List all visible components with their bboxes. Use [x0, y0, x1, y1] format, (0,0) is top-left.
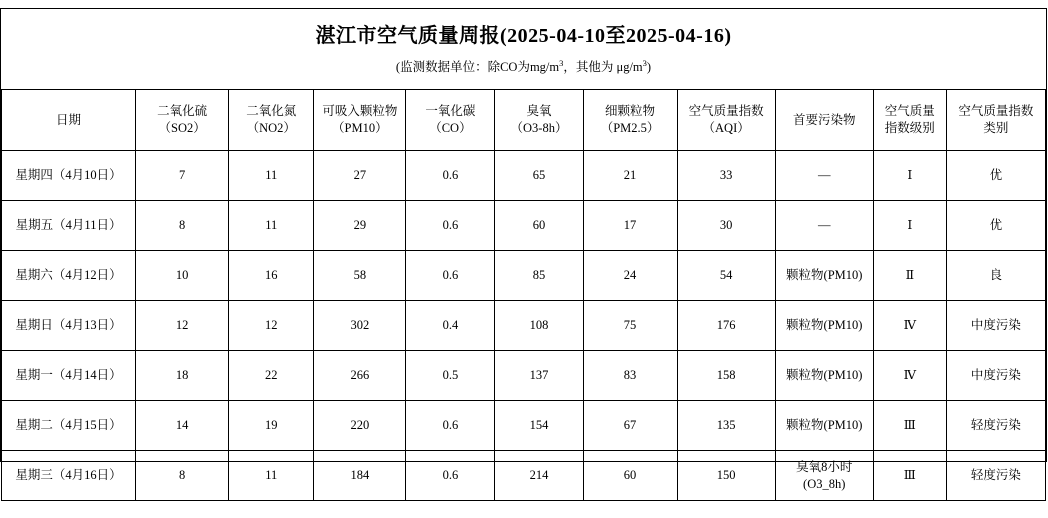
- column-header-co-line2: （CO）: [429, 121, 472, 135]
- cell-o3: 214: [495, 451, 583, 501]
- column-header-so2-line2: （SO2）: [158, 121, 206, 135]
- cell-date: 星期日（4月13日）: [2, 301, 136, 351]
- cell-no2: 22: [229, 351, 314, 401]
- cell-co: 0.6: [406, 401, 495, 451]
- table-row: [2, 401, 1046, 451]
- cell-no2: 11: [229, 201, 314, 251]
- cell-primary-pollutant: [775, 451, 873, 501]
- cell-date: 星期三（4月16日）: [2, 451, 136, 501]
- cell-no2: 12: [229, 301, 314, 351]
- cell-pm10: 302: [314, 301, 406, 351]
- cell-pm25: 60: [583, 451, 677, 501]
- column-header-no2: [229, 90, 314, 151]
- column-header-o3-line1: 臭氧: [526, 104, 552, 119]
- cell-primary-pollutant-line1: 颗粒物(PM10): [786, 418, 863, 433]
- column-header-no2-line1: 二氧化氮: [246, 104, 297, 119]
- cell-co: 0.6: [406, 201, 495, 251]
- column-header-pm10-line1: 可吸入颗粒物: [322, 104, 398, 119]
- cell-primary-pollutant-line1: 颗粒物(PM10): [786, 318, 863, 333]
- column-header-pm25-line1: 细颗粒物: [605, 104, 656, 119]
- column-header-aqi-level-line1: 空气质量: [884, 104, 935, 119]
- cell-aqi-level: Ⅳ: [873, 351, 946, 401]
- cell-pm25: 21: [583, 151, 677, 201]
- column-header-primary-pollutant: [775, 90, 873, 151]
- table-header-row: [2, 90, 1046, 151]
- cell-pm10: 266: [314, 351, 406, 401]
- cell-so2: 8: [136, 451, 229, 501]
- column-header-aqi-category-line1: 空气质量指数: [958, 104, 1034, 119]
- units-note-part1: (监测数据单位：除CO为mg/m: [395, 60, 560, 75]
- cell-primary-pollutant-line1: 颗粒物(PM10): [786, 268, 863, 283]
- column-header-co: [406, 90, 495, 151]
- table-row: [2, 151, 1046, 201]
- cell-aqi-level: Ⅰ: [873, 201, 946, 251]
- cell-primary-pollutant-line1: —: [817, 218, 831, 233]
- air-quality-table: [1, 89, 1046, 501]
- column-header-pm25: [583, 90, 677, 151]
- column-header-date-line1: 日期: [56, 112, 82, 127]
- column-header-aqi-level: [873, 90, 946, 151]
- cell-primary-pollutant-line2: (O3_8h): [803, 476, 846, 491]
- cell-date: 星期四（4月10日）: [2, 151, 136, 201]
- column-header-so2: [136, 90, 229, 151]
- cell-pm25: 67: [583, 401, 677, 451]
- cell-date: 星期六（4月12日）: [2, 251, 136, 301]
- cell-pm25: 83: [583, 351, 677, 401]
- cell-o3: 154: [495, 401, 583, 451]
- cell-aqi-level: Ⅱ: [873, 251, 946, 301]
- cell-pm10: 29: [314, 201, 406, 251]
- cell-o3: 65: [495, 151, 583, 201]
- cell-o3: 108: [495, 301, 583, 351]
- column-header-aqi: [677, 90, 775, 151]
- cell-aqi: 135: [677, 401, 775, 451]
- cell-primary-pollutant: [775, 401, 873, 451]
- column-header-co-line1: 一氧化碳: [425, 104, 476, 119]
- cell-pm10: 58: [314, 251, 406, 301]
- title-block: [1, 9, 1046, 89]
- column-header-pm25-line2: （PM2.5）: [600, 121, 660, 135]
- units-note-part3: ): [646, 60, 652, 75]
- cell-pm10: 184: [314, 451, 406, 501]
- cell-o3: 137: [495, 351, 583, 401]
- units-note-part2: ，其他为 μg/m: [563, 60, 643, 75]
- cell-co: 0.6: [406, 151, 495, 201]
- page-title: 湛江市空气质量周报(2025-04-10至2025-04-16): [315, 24, 732, 47]
- cell-date: 星期一（4月14日）: [2, 351, 136, 401]
- column-header-primary-pollutant-line1: 首要污染物: [792, 112, 856, 127]
- cell-primary-pollutant-line1: —: [817, 168, 831, 183]
- column-header-no2-line2: （NO2）: [246, 121, 296, 135]
- cell-no2: 16: [229, 251, 314, 301]
- cell-pm10: 220: [314, 401, 406, 451]
- table-row: [2, 201, 1046, 251]
- table-row: [2, 351, 1046, 401]
- cell-primary-pollutant: [775, 201, 873, 251]
- cell-so2: 12: [136, 301, 229, 351]
- cell-co: 0.4: [406, 301, 495, 351]
- column-header-date: [2, 90, 136, 151]
- cell-aqi-category: 优: [946, 201, 1045, 251]
- cell-so2: 10: [136, 251, 229, 301]
- cell-aqi-level: Ⅳ: [873, 301, 946, 351]
- cell-o3: 85: [495, 251, 583, 301]
- units-note-sup2: 3: [642, 57, 647, 68]
- cell-primary-pollutant-line1: 臭氧8小时: [796, 459, 853, 474]
- cell-pm25: 75: [583, 301, 677, 351]
- cell-primary-pollutant: [775, 301, 873, 351]
- column-header-aqi-category-line2: 类别: [983, 121, 1009, 135]
- column-header-so2-line1: 二氧化硫: [157, 104, 208, 119]
- column-header-aqi-line1: 空气质量指数: [688, 104, 764, 119]
- cell-co: 0.6: [406, 251, 495, 301]
- cell-aqi-level: Ⅲ: [873, 401, 946, 451]
- cell-pm10: 27: [314, 151, 406, 201]
- cell-so2: 14: [136, 401, 229, 451]
- cell-aqi-category: 轻度污染: [946, 401, 1045, 451]
- table-row: [2, 251, 1046, 301]
- cell-no2: 11: [229, 451, 314, 501]
- cell-aqi: 158: [677, 351, 775, 401]
- column-header-o3-line2: （O3-8h）: [510, 121, 568, 135]
- cell-aqi: 150: [677, 451, 775, 501]
- cell-aqi-level: Ⅰ: [873, 151, 946, 201]
- cell-aqi-category: 轻度污染: [946, 451, 1045, 501]
- cell-pm25: 24: [583, 251, 677, 301]
- table-row: [2, 301, 1046, 351]
- cell-o3: 60: [495, 201, 583, 251]
- cell-aqi-category: 中度污染: [946, 351, 1045, 401]
- cell-aqi: 176: [677, 301, 775, 351]
- column-header-aqi-line2: （AQI）: [702, 121, 750, 135]
- column-header-aqi-category: [946, 90, 1045, 151]
- units-note: [396, 58, 651, 75]
- cell-so2: 8: [136, 201, 229, 251]
- column-header-o3: [495, 90, 583, 151]
- cell-pm25: 17: [583, 201, 677, 251]
- cell-aqi-category: 优: [946, 151, 1045, 201]
- cell-so2: 7: [136, 151, 229, 201]
- cell-primary-pollutant: [775, 151, 873, 201]
- cell-date: 星期五（4月11日）: [2, 201, 136, 251]
- table-row: [2, 451, 1046, 501]
- cell-primary-pollutant: [775, 251, 873, 301]
- cell-aqi-category: 中度污染: [946, 301, 1045, 351]
- cell-co: 0.5: [406, 351, 495, 401]
- cell-primary-pollutant-line1: 颗粒物(PM10): [786, 368, 863, 383]
- cell-aqi: 54: [677, 251, 775, 301]
- cell-aqi-category: 良: [946, 251, 1045, 301]
- cell-co: 0.6: [406, 451, 495, 501]
- cell-no2: 19: [229, 401, 314, 451]
- column-header-pm10-line2: （PM10）: [332, 121, 388, 135]
- cell-primary-pollutant: [775, 351, 873, 401]
- units-note-sup1: 3: [559, 57, 564, 68]
- cell-aqi-level: Ⅲ: [873, 451, 946, 501]
- cell-aqi: 30: [677, 201, 775, 251]
- cell-so2: 18: [136, 351, 229, 401]
- cell-aqi: 33: [677, 151, 775, 201]
- column-header-pm10: [314, 90, 406, 151]
- cell-no2: 11: [229, 151, 314, 201]
- column-header-aqi-level-line2: 指数级别: [884, 121, 935, 135]
- cell-date: 星期二（4月15日）: [2, 401, 136, 451]
